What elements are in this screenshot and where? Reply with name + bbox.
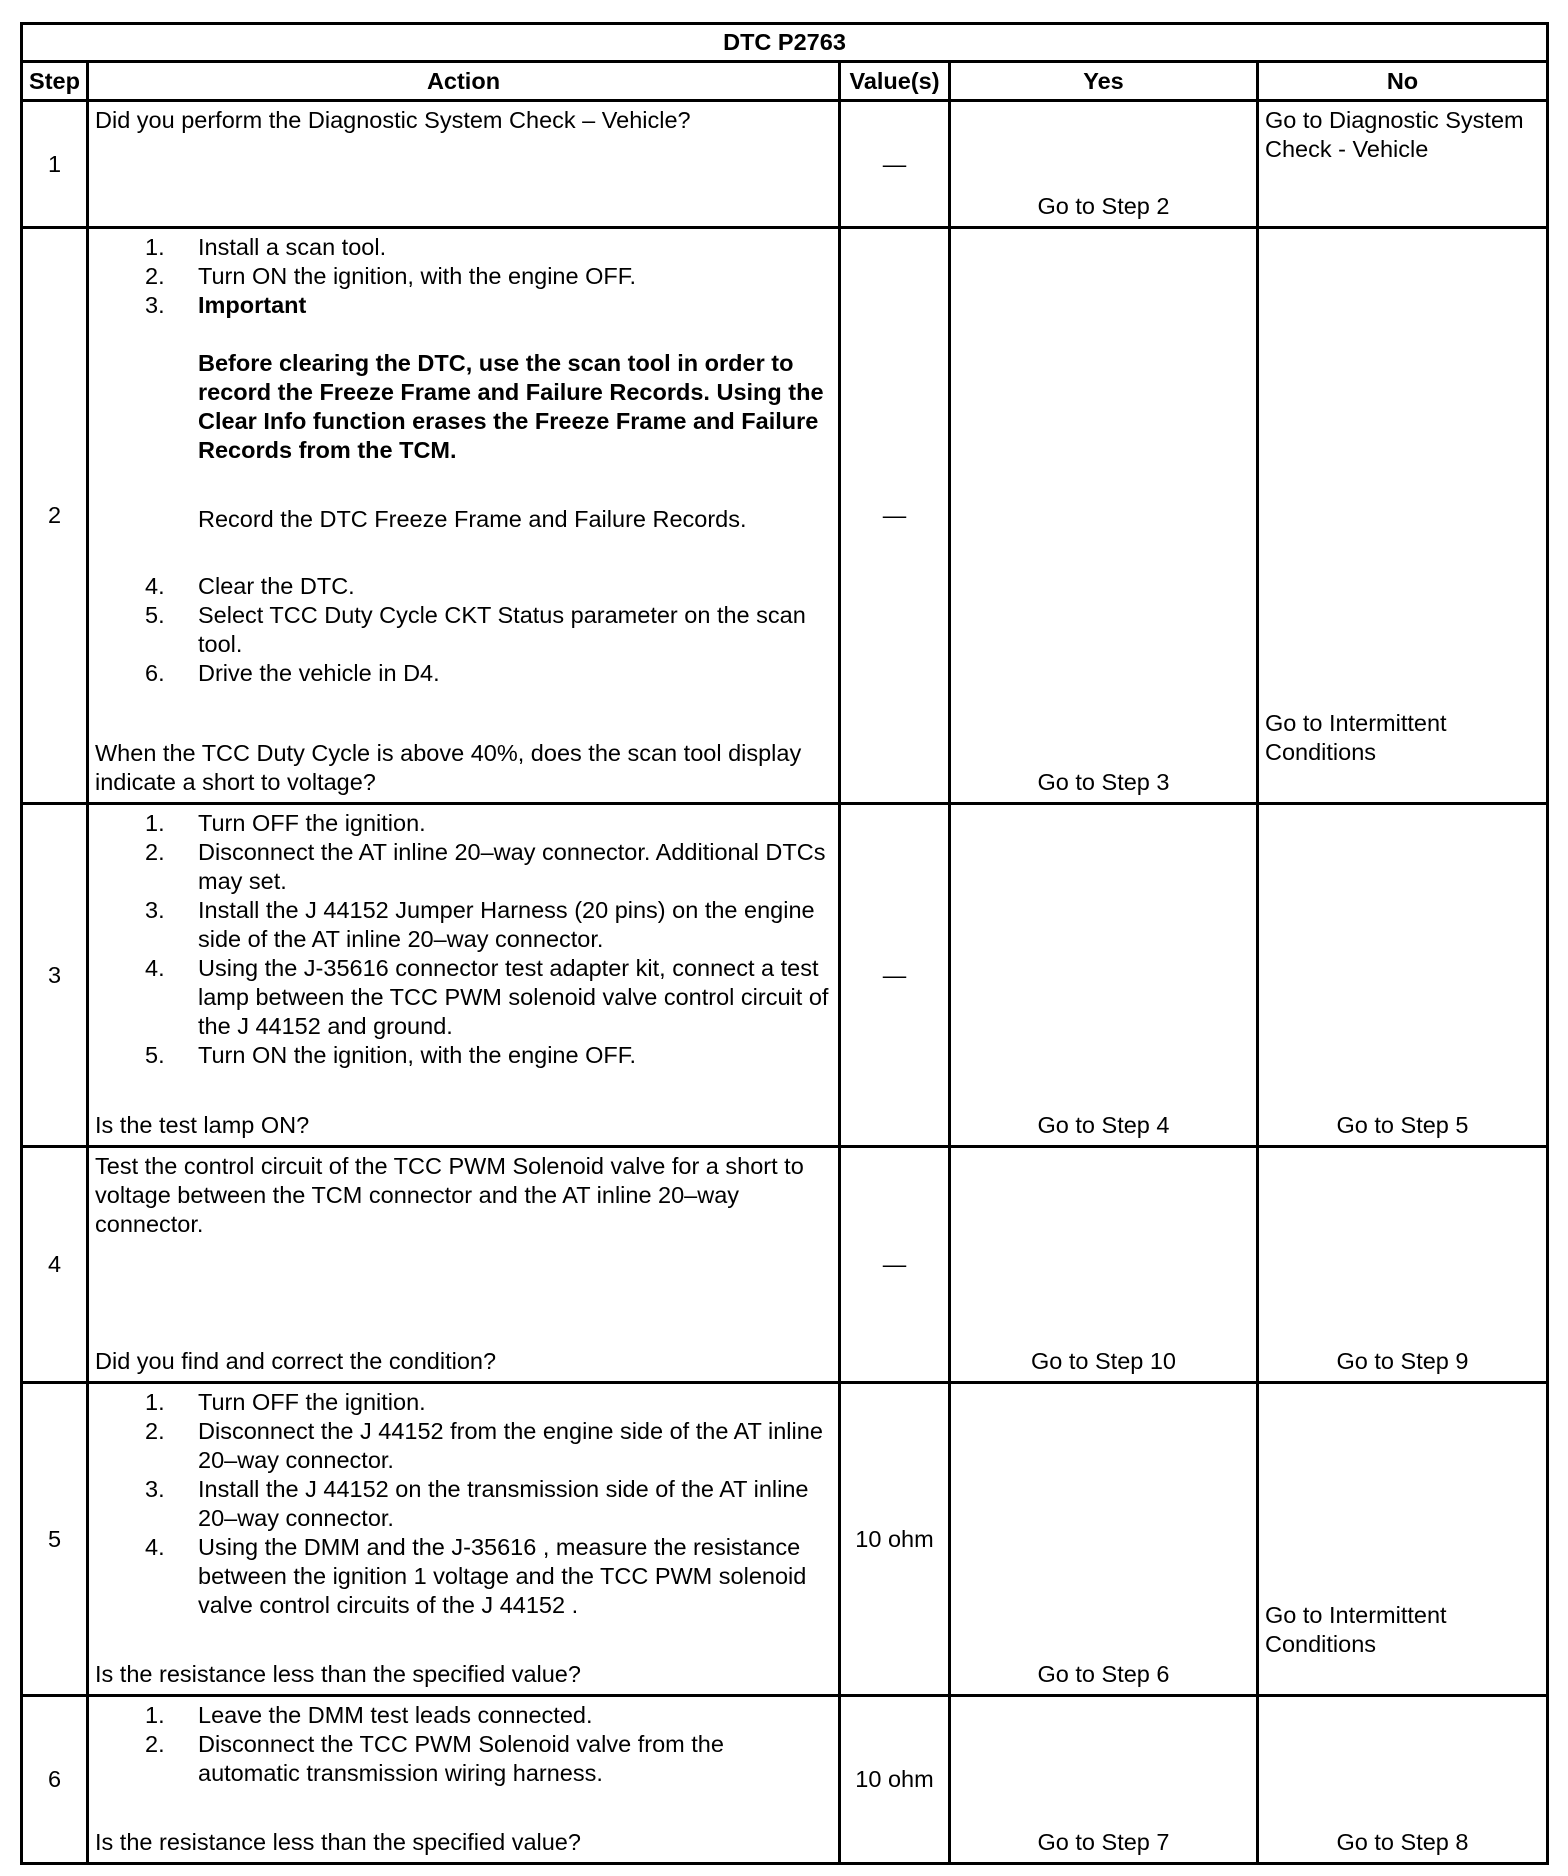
action-question: Is the resistance less than the specified value? [95,1829,581,1855]
action-text: Test the control circuit of the TCC PWM Solenoid valve for a short to voltage between the TCM connector and the AT inline 20–way connector. [95,1153,804,1237]
action-question: Is the test lamp ON? [95,1112,310,1138]
action-cell [88,1383,840,1696]
value-cell: — [840,101,950,228]
header-action: Action [88,62,840,101]
step-number: 5 [22,1383,88,1696]
yes-link[interactable]: Go to Step 4 [1037,1112,1170,1138]
no-cell [1258,1383,1548,1696]
list-item: 4. Using the DMM and the J-35616 , measure the resistance between the ignition 1 voltage and the TCC PWM solenoid valve control circuits of the J 44152 . [145,1534,807,1618]
list-item: 2. Turn ON the ignition, with the engine OFF. [145,263,637,289]
no-cell [1258,1696,1548,1864]
no-link[interactable]: Go to Step 5 [1336,1112,1469,1138]
no-link[interactable]: Go to Intermittent Conditions [1265,710,1447,765]
action-list [95,809,832,1070]
table-row [22,804,1548,1147]
step-number: 2 [22,228,88,804]
yes-cell [950,1383,1258,1696]
yes-cell [950,1147,1258,1383]
list-item: 1. Leave the DMM test leads connected. [145,1702,593,1728]
action-question: Did you find and correct the condition? [95,1348,497,1374]
list-item: 2. Disconnect the AT inline 20–way connector. Additional DTCs may set. [145,839,826,894]
action-list [95,233,832,320]
step-number: 4 [22,1147,88,1383]
no-cell [1258,1147,1548,1383]
list-item: 1. Turn OFF the ignition. [145,810,426,836]
no-link[interactable]: Go to Intermittent Conditions [1265,1602,1447,1657]
yes-cell [950,228,1258,804]
action-question: Did you perform the Diagnostic System Check – Vehicle? [95,107,691,133]
yes-link[interactable]: Go to Step 10 [1030,1348,1177,1374]
table-title: DTC P2763 [22,24,1548,62]
no-cell [1258,228,1548,804]
no-link[interactable]: Go to Step 9 [1336,1348,1469,1374]
no-link[interactable]: Go to Step 8 [1336,1829,1469,1855]
action-cell [88,804,840,1147]
no-cell [1258,804,1548,1147]
list-item: 2. Disconnect the TCC PWM Solenoid valve from the automatic transmission wiring harness. [145,1731,724,1786]
header-no: No [1258,62,1548,101]
action-cell [88,101,840,228]
table-row [22,101,1548,228]
yes-cell [950,101,1258,228]
action-cell [88,228,840,804]
list-item: 4. Using the J-35616 connector test adapter kit, connect a test lamp between the TCC PWM solenoid valve control circuit of the J 44152 and ground. [145,955,829,1039]
yes-link[interactable]: Go to Step 3 [1037,769,1170,795]
important-note: Before clearing the DTC, use the scan tool in order to record the Freeze Frame and Failure Records. Using the Clear Info function erases the Freeze Frame and Failure Records from the TCM. [198,350,824,463]
action-list [95,1701,832,1788]
list-item: 6. Drive the vehicle in D4. [145,660,440,686]
no-cell [1258,101,1548,228]
list-item: 3. Install the J 44152 on the transmission side of the AT inline 20–way connector. [145,1476,809,1531]
list-item: 4. Clear the DTC. [145,573,355,599]
action-cell [88,1696,840,1864]
action-cell [88,1147,840,1383]
list-item: 5. Turn ON the ignition, with the engine OFF. [145,1042,637,1068]
header-step: Step [22,62,88,101]
action-question: Is the resistance less than the specified value? [95,1661,581,1687]
list-item: 5. Select TCC Duty Cycle CKT Status parameter on the scan tool. [145,602,806,657]
list-item: 1. Turn OFF the ignition. [145,1389,426,1415]
header-values: Value(s) [840,62,950,101]
header-yes: Yes [950,62,1258,101]
table-row [22,228,1548,804]
value-cell: 10 ohm [840,1696,950,1864]
action-list [95,572,832,688]
list-item: 2. Disconnect the J 44152 from the engine side of the AT inline 20–way connector. [145,1418,823,1473]
action-question: When the TCC Duty Cycle is above 40%, does the scan tool display indicate a short to voltage? [95,740,802,795]
list-item: 3. Important [145,292,307,318]
dtc-table [20,22,1549,1865]
step-number: 1 [22,101,88,228]
action-list [95,1388,832,1620]
value-cell: — [840,228,950,804]
value-cell: — [840,804,950,1147]
record-note: Record the DTC Freeze Frame and Failure Records. [198,506,747,532]
list-item: 1. Install a scan tool. [145,234,387,260]
step-number: 3 [22,804,88,1147]
table-row [22,1696,1548,1864]
yes-cell [950,804,1258,1147]
yes-link[interactable]: Go to Step 6 [1037,1661,1170,1687]
yes-link[interactable]: Go to Step 7 [1037,1829,1170,1855]
no-link[interactable]: Go to Diagnostic System Check - Vehicle [1265,107,1524,162]
value-cell: 10 ohm [840,1383,950,1696]
list-item: 3. Install the J 44152 Jumper Harness (20 pins) on the engine side of the AT inline 20–way connector. [145,897,815,952]
step-number: 6 [22,1696,88,1864]
value-cell: — [840,1147,950,1383]
yes-link[interactable]: Go to Step 2 [1037,193,1170,219]
table-row [22,1383,1548,1696]
yes-cell [950,1696,1258,1864]
table-row [22,1147,1548,1383]
